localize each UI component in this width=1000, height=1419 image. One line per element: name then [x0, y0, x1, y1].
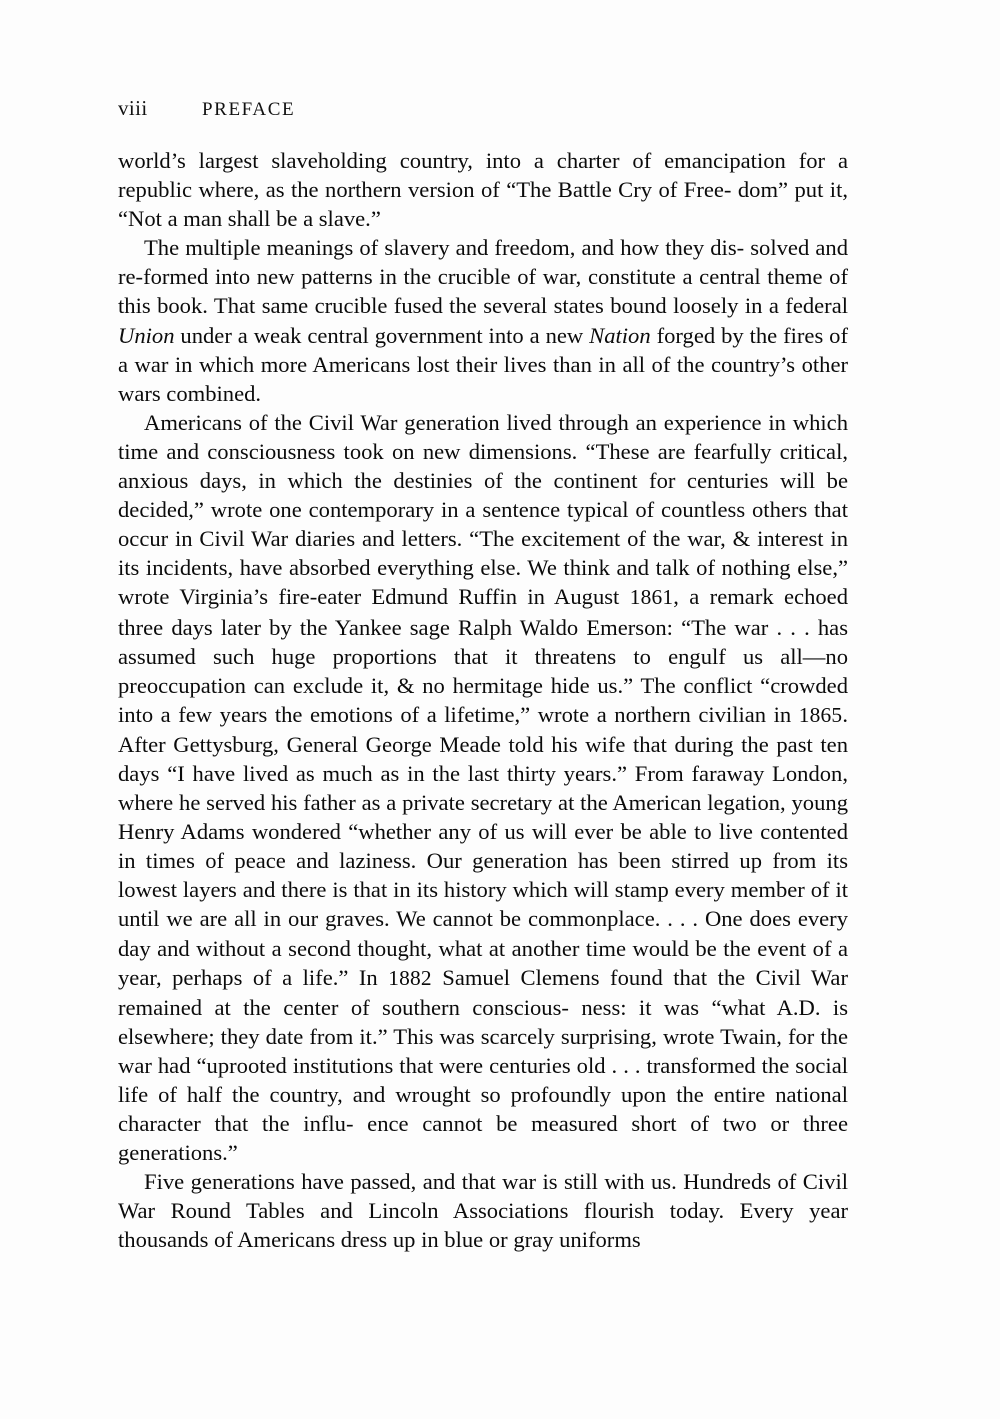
page-folio-number: viii	[118, 96, 148, 120]
year-1861: 1861	[629, 585, 674, 610]
year-1882: 1882	[388, 965, 432, 990]
paragraph-2: The multiple meanings of slavery and freedom, and how they dis- solved and re-formed into new patterns in the crucible of war, constitute a central theme of this book. That same crucible fused the several states bound loosely in a federal Union under a weak central government into a new Nation forged by the fires of a war in which more Americans lost their lives than in all of the country’s other wars combined.	[118, 235, 848, 406]
running-head-chapter-label: PREFACE	[202, 99, 296, 120]
italic-word-union: Union	[118, 322, 175, 348]
italic-word-nation: Nation	[589, 322, 651, 348]
paragraph-1: world’s largest slaveholding country, into a charter of emancipation for a republic where, as the northern version of “The Battle Cry of Free- dom” put it, “Not a man shall be a slave.”	[118, 148, 848, 232]
paragraph-3: Americans of the Civil War generation lived through an experience in which time and consciousness took on new dimensions. “These are fearfully critical, anxious days, in which the destinies of the continent for centuries will be decided,” wrote one contemporary in a sentence typical of countless others that occur in Civil War diaries and letters. “The excitement of the war, & interest in its incidents, have absorbed everything else. We think and talk of nothing else,” wrote Virginia’s fire-eater Edmund Ruffin in August 1861, a remark echoed three days later by the Yankee sage Ralph Waldo Emerson: “The war . . . has assumed such huge proportions that it threatens to engulf us all—no preoccupation can exclude it, & no hermitage hide us.” The conflict “crowded into a few years the emotions of a lifetime,” wrote a northern civilian in 1865. After Gettysburg, General George Meade told his wife that during the past ten days “I have lived as much as in the last thirty years.” From faraway London, where he served his father as a private secretary at the American legation, young Henry Adams wondered “whether any of us will ever be able to live contented in times of peace and laziness. Our generation has been stirred up from its lowest layers and there is that in its history which will stamp every member of it until we are all in our graves. We cannot be commonplace. . . . One does every day and without a second thought, what at another time would be the event of a year, perhaps of a life.” In 1882 Samuel Clemens found that the Civil War remained at the center of southern conscious- ness: it was “what A.D. is elsewhere; they date from it.” This was scarcely surprising, wrote Twain, for the war had “uprooted institutions that were centuries old . . . transformed the social life of half the country, and wrought so profoundly upon the entire national character that the influ- ence cannot be measured short of two or three generations.”	[118, 409, 848, 1166]
running-head	[118, 96, 848, 121]
body-text-block	[118, 146, 848, 1255]
paragraph-4: Five generations have passed, and that war is still with us. Hundreds of Civil War Round Tables and Lincoln Associations flourish today. Every year thousands of Americans dress up in blue or gray uniforms	[118, 1169, 848, 1253]
year-1865: 1865	[798, 702, 843, 727]
